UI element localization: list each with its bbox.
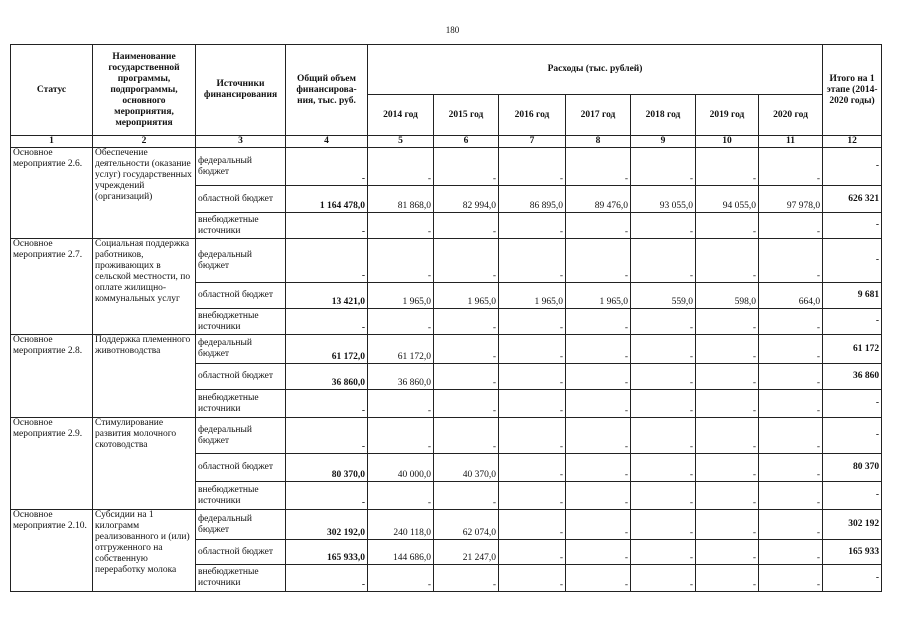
header-source: Источники финансирования	[196, 45, 286, 136]
year-amount-cell: -	[759, 418, 823, 454]
year-amount-cell: 1 965,0	[434, 283, 499, 309]
year-amount-cell: -	[696, 390, 759, 418]
year-amount-cell: -	[631, 239, 696, 283]
total-amount-cell: 80 370,0	[286, 454, 368, 482]
table-row	[11, 510, 882, 540]
stage-total-cell: -	[823, 565, 882, 592]
total-amount-cell: 36 860,0	[286, 364, 368, 390]
year-amount-cell: 94 055,0	[696, 186, 759, 213]
header-year: 2014 год	[368, 95, 434, 136]
year-amount-cell: -	[499, 309, 566, 335]
year-amount-cell: -	[631, 482, 696, 510]
year-amount-cell: -	[499, 565, 566, 592]
stage-total-cell: 302 192	[823, 510, 882, 540]
header-name: Наименование государственной программы, подпрограммы, основного мероприятия, мероприятия	[93, 45, 196, 136]
year-amount-cell: -	[631, 540, 696, 565]
stage-total-cell: -	[823, 390, 882, 418]
funding-source-cell: федеральный бюджет	[196, 510, 286, 540]
year-amount-cell: 40 370,0	[434, 454, 499, 482]
year-amount-cell: -	[696, 148, 759, 186]
total-amount-cell: 13 421,0	[286, 283, 368, 309]
year-amount-cell: -	[499, 390, 566, 418]
year-amount-cell: 559,0	[631, 283, 696, 309]
year-amount-cell: -	[434, 148, 499, 186]
year-amount-cell: -	[759, 482, 823, 510]
year-amount-cell: -	[631, 335, 696, 364]
year-amount-cell: -	[696, 335, 759, 364]
funding-source-cell: федеральный бюджет	[196, 335, 286, 364]
funding-source-cell: областной бюджет	[196, 540, 286, 565]
year-amount-cell: -	[368, 482, 434, 510]
total-amount-cell: -	[286, 418, 368, 454]
year-amount-cell: -	[566, 239, 631, 283]
total-amount-cell: -	[286, 390, 368, 418]
column-number: 5	[368, 136, 434, 148]
stage-total-cell: 626 321	[823, 186, 882, 213]
year-amount-cell: -	[566, 390, 631, 418]
year-amount-cell: 598,0	[696, 283, 759, 309]
year-amount-cell: -	[631, 390, 696, 418]
funding-source-cell: федеральный бюджет	[196, 239, 286, 283]
year-amount-cell: -	[566, 482, 631, 510]
column-number: 3	[196, 136, 286, 148]
year-amount-cell: -	[499, 148, 566, 186]
measure-name-cell: Поддержка племенного животноводства	[93, 335, 196, 418]
table-row	[11, 335, 882, 364]
funding-source-cell: внебюджетные источники	[196, 309, 286, 335]
column-number: 1	[11, 136, 93, 148]
header-status: Статус	[11, 45, 93, 136]
total-amount-cell: -	[286, 148, 368, 186]
year-amount-cell: -	[696, 213, 759, 239]
year-amount-cell: 21 247,0	[434, 540, 499, 565]
status-cell: Основное мероприятие 2.9.	[11, 418, 93, 510]
header-year: 2017 год	[566, 95, 631, 136]
stage-total-cell: 80 370	[823, 454, 882, 482]
year-amount-cell: -	[368, 565, 434, 592]
year-amount-cell: -	[434, 418, 499, 454]
year-amount-cell: -	[368, 418, 434, 454]
year-amount-cell: -	[759, 148, 823, 186]
total-amount-cell: 1 164 478,0	[286, 186, 368, 213]
column-number: 9	[631, 136, 696, 148]
year-amount-cell: -	[631, 565, 696, 592]
funding-source-cell: внебюджетные источники	[196, 390, 286, 418]
year-amount-cell: -	[631, 364, 696, 390]
total-amount-cell: -	[286, 239, 368, 283]
year-amount-cell: 86 895,0	[499, 186, 566, 213]
year-amount-cell: -	[368, 239, 434, 283]
stage-total-cell: -	[823, 482, 882, 510]
year-amount-cell: -	[696, 540, 759, 565]
total-amount-cell: 61 172,0	[286, 335, 368, 364]
status-cell: Основное мероприятие 2.6.	[11, 148, 93, 239]
year-amount-cell: -	[499, 540, 566, 565]
year-amount-cell: 81 868,0	[368, 186, 434, 213]
status-cell: Основное мероприятие 2.8.	[11, 335, 93, 418]
year-amount-cell: -	[499, 239, 566, 283]
header-stage-total: Итого на 1 этапе (2014-2020 годы)	[823, 45, 882, 136]
year-amount-cell: -	[499, 482, 566, 510]
year-amount-cell: -	[368, 213, 434, 239]
year-amount-cell: -	[696, 418, 759, 454]
year-amount-cell: 93 055,0	[631, 186, 696, 213]
column-number: 4	[286, 136, 368, 148]
year-amount-cell: 1 965,0	[499, 283, 566, 309]
header-year: 2020 год	[759, 95, 823, 136]
year-amount-cell: 89 476,0	[566, 186, 631, 213]
funding-source-cell: внебюджетные источники	[196, 482, 286, 510]
year-amount-cell: -	[499, 510, 566, 540]
measure-name-cell: Стимулирование развития молочного скотоводства	[93, 418, 196, 510]
stage-total-cell: 165 933	[823, 540, 882, 565]
year-amount-cell: 144 686,0	[368, 540, 434, 565]
year-amount-cell: -	[499, 454, 566, 482]
total-amount-cell: 302 192,0	[286, 510, 368, 540]
year-amount-cell: -	[696, 454, 759, 482]
stage-total-cell: 9 681	[823, 283, 882, 309]
header-year: 2019 год	[696, 95, 759, 136]
year-amount-cell: -	[566, 510, 631, 540]
status-cell: Основное мероприятие 2.10.	[11, 510, 93, 592]
year-amount-cell: 1 965,0	[566, 283, 631, 309]
year-amount-cell: -	[759, 364, 823, 390]
stage-total-cell: -	[823, 418, 882, 454]
page-number: 180	[445, 25, 460, 35]
year-amount-cell: -	[368, 148, 434, 186]
header-year: 2015 год	[434, 95, 499, 136]
budget-table	[10, 44, 882, 592]
header-year: 2018 год	[631, 95, 696, 136]
year-amount-cell: -	[434, 482, 499, 510]
year-amount-cell: -	[631, 418, 696, 454]
measure-name-cell: Субсидии на 1 килограмм реализованного и (или) отгруженного на собственную переработку молока	[93, 510, 196, 592]
year-amount-cell: -	[696, 239, 759, 283]
year-amount-cell: -	[696, 364, 759, 390]
table-body	[11, 148, 882, 592]
year-amount-cell: 82 994,0	[434, 186, 499, 213]
column-number: 12	[823, 136, 882, 148]
funding-source-cell: федеральный бюджет	[196, 148, 286, 186]
column-number: 7	[499, 136, 566, 148]
year-amount-cell: -	[759, 565, 823, 592]
column-number: 10	[696, 136, 759, 148]
funding-source-cell: внебюджетные источники	[196, 565, 286, 592]
year-amount-cell: -	[696, 482, 759, 510]
year-amount-cell: -	[566, 565, 631, 592]
year-amount-cell: 240 118,0	[368, 510, 434, 540]
funding-source-cell: федеральный бюджет	[196, 418, 286, 454]
year-amount-cell: -	[499, 213, 566, 239]
year-amount-cell: -	[631, 148, 696, 186]
year-amount-cell: -	[759, 390, 823, 418]
header-year: 2016 год	[499, 95, 566, 136]
year-amount-cell: -	[566, 213, 631, 239]
year-amount-cell: -	[631, 213, 696, 239]
stage-total-cell: -	[823, 213, 882, 239]
year-amount-cell: 61 172,0	[368, 335, 434, 364]
header-total: Общий объем финансирова-ния, тыс. руб.	[286, 45, 368, 136]
year-amount-cell: 40 000,0	[368, 454, 434, 482]
year-amount-cell: -	[759, 213, 823, 239]
year-amount-cell: -	[434, 239, 499, 283]
table-row	[11, 239, 882, 283]
total-amount-cell: -	[286, 213, 368, 239]
year-amount-cell: -	[759, 309, 823, 335]
year-amount-cell: -	[499, 364, 566, 390]
year-amount-cell: -	[566, 418, 631, 454]
stage-total-cell: -	[823, 148, 882, 186]
year-amount-cell: -	[499, 418, 566, 454]
year-amount-cell: -	[696, 565, 759, 592]
total-amount-cell: -	[286, 309, 368, 335]
column-number: 8	[566, 136, 631, 148]
funding-source-cell: областной бюджет	[196, 454, 286, 482]
year-amount-cell: -	[759, 454, 823, 482]
total-amount-cell: -	[286, 482, 368, 510]
column-number: 6	[434, 136, 499, 148]
measure-name-cell: Социальная поддержка работников, проживающих в сельской местности, по оплате жилищно-коммунальных услуг	[93, 239, 196, 335]
year-amount-cell: -	[566, 454, 631, 482]
year-amount-cell: 1 965,0	[368, 283, 434, 309]
year-amount-cell: -	[631, 510, 696, 540]
year-amount-cell: -	[566, 335, 631, 364]
year-amount-cell: -	[434, 309, 499, 335]
header-expenses: Расходы (тыс. рублей)	[368, 45, 823, 95]
measure-name-cell: Обеспечение деятельности (оказание услуг) государственных учреждений (организаций)	[93, 148, 196, 239]
stage-total-cell: 36 860	[823, 364, 882, 390]
year-amount-cell: 36 860,0	[368, 364, 434, 390]
funding-source-cell: внебюджетные источники	[196, 213, 286, 239]
year-amount-cell: -	[759, 335, 823, 364]
year-amount-cell: -	[434, 213, 499, 239]
status-cell: Основное мероприятие 2.7.	[11, 239, 93, 335]
stage-total-cell: 61 172	[823, 335, 882, 364]
year-amount-cell: -	[434, 335, 499, 364]
year-amount-cell: -	[434, 565, 499, 592]
funding-source-cell: областной бюджет	[196, 283, 286, 309]
year-amount-cell: -	[434, 390, 499, 418]
year-amount-cell: 664,0	[759, 283, 823, 309]
year-amount-cell: -	[631, 454, 696, 482]
funding-source-cell: областной бюджет	[196, 364, 286, 390]
column-number: 11	[759, 136, 823, 148]
year-amount-cell: -	[566, 309, 631, 335]
year-amount-cell: -	[368, 309, 434, 335]
year-amount-cell: -	[759, 510, 823, 540]
year-amount-cell: -	[759, 540, 823, 565]
year-amount-cell: 97 978,0	[759, 186, 823, 213]
year-amount-cell: 62 074,0	[434, 510, 499, 540]
total-amount-cell: -	[286, 565, 368, 592]
funding-source-cell: областной бюджет	[196, 186, 286, 213]
year-amount-cell: -	[566, 148, 631, 186]
total-amount-cell: 165 933,0	[286, 540, 368, 565]
year-amount-cell: -	[566, 540, 631, 565]
year-amount-cell: -	[759, 239, 823, 283]
table-row	[11, 148, 882, 186]
year-amount-cell: -	[696, 309, 759, 335]
year-amount-cell: -	[368, 390, 434, 418]
year-amount-cell: -	[631, 309, 696, 335]
column-number: 2	[93, 136, 196, 148]
year-amount-cell: -	[499, 335, 566, 364]
stage-total-cell: -	[823, 239, 882, 283]
year-amount-cell: -	[434, 364, 499, 390]
table-row	[11, 418, 882, 454]
stage-total-cell: -	[823, 309, 882, 335]
year-amount-cell: -	[566, 364, 631, 390]
year-amount-cell: -	[696, 510, 759, 540]
